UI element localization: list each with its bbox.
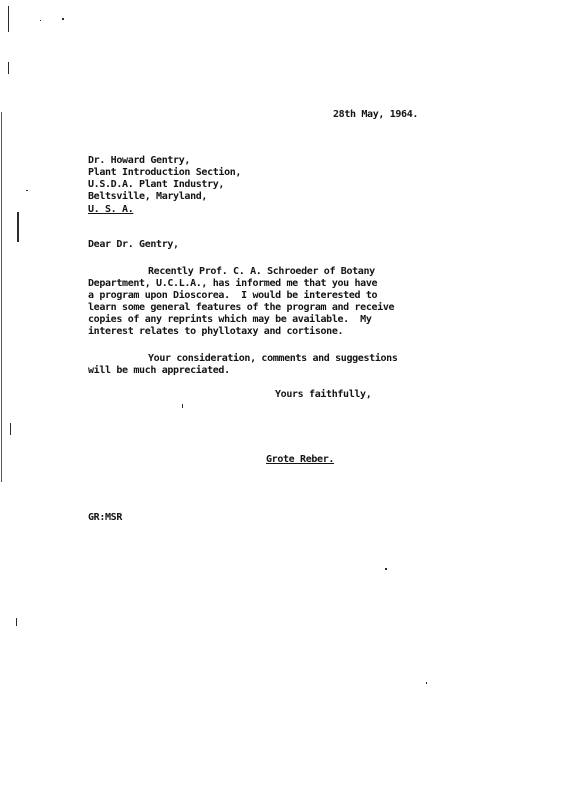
- reference-initials: GR:MSR: [88, 512, 123, 523]
- body-line: copies of any reprints which may be available. My: [88, 314, 372, 325]
- body-line: Department, U.C.L.A., has informed me that you have: [88, 278, 378, 289]
- address-line: U. S. A.: [88, 204, 134, 215]
- address-line: U.S.D.A. Plant Industry,: [88, 179, 225, 190]
- scan-mark: [1, 112, 2, 482]
- body-line: interest relates to phyllotaxy and cortisone.: [88, 326, 344, 337]
- scan-mark: [10, 423, 11, 435]
- scan-mark: [16, 618, 17, 626]
- scan-mark: [426, 682, 427, 684]
- address-line: Dr. Howard Gentry,: [88, 155, 191, 166]
- address-line: Plant Introduction Section,: [88, 167, 242, 178]
- scan-mark: [62, 18, 64, 20]
- scan-mark: [26, 190, 28, 191]
- body-line: will be much appreciated.: [88, 365, 230, 376]
- scan-mark: [385, 568, 387, 570]
- body-line: learn some general features of the program and receive: [88, 302, 395, 313]
- salutation: Dear Dr. Gentry,: [88, 239, 179, 250]
- body-line: Your consideration, comments and suggestions: [148, 353, 398, 364]
- body-line: a program upon Dioscorea. I would be interested to: [88, 290, 378, 301]
- signature: Grote Reber.: [266, 454, 335, 465]
- scan-mark: [182, 404, 183, 408]
- address-line: Beltsville, Maryland,: [88, 191, 208, 202]
- letter-date: 28th May, 1964.: [333, 109, 419, 120]
- scan-mark: [8, 6, 9, 32]
- closing: Yours faithfully,: [275, 389, 372, 400]
- scan-mark: [8, 62, 9, 74]
- body-line: Recently Prof. C. A. Schroeder of Botany: [148, 266, 375, 277]
- scan-mark: [40, 20, 41, 21]
- scan-mark: [17, 212, 19, 242]
